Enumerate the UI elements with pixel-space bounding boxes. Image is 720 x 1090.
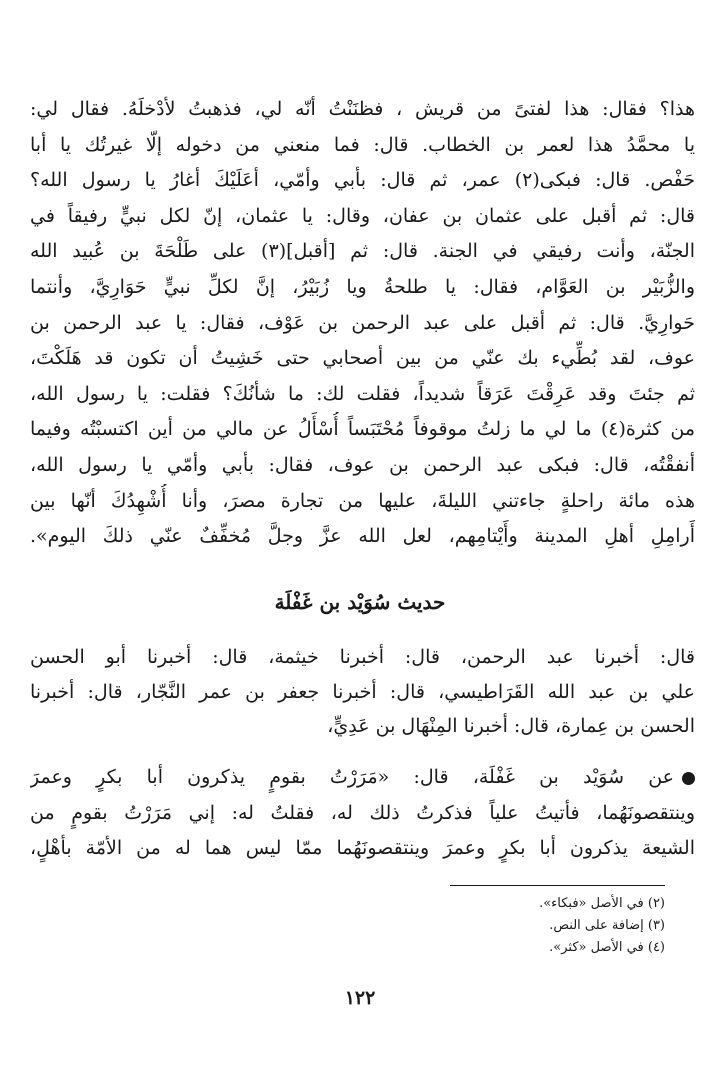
text-line-content: عن سُوَيْد بن غَفْلَة، قال: «مَرَرْتُ بقومٍ يذكرون أبا بكرٍ وعمرَ: [30, 766, 674, 788]
text-line: حَوارِيَّ. قال: ثم أقبل على عبد الرحمن بن عَوْف، فقال: يا عبد الرحمن بن: [30, 311, 695, 334]
bullet-icon: [682, 772, 695, 785]
isnad-paragraph: [30, 640, 695, 744]
section-heading: حديث سُوَيْد بن غَفْلَة: [274, 590, 446, 614]
text-line: يا محمَّدُ هذا لعمر بن الخطاب. قال: فما منعني من دخوله إلّا غيرتُك يا أبا: [30, 133, 695, 156]
text-line: وينتقصونَهُما، فأتيتُ علياً فذكرتُ ذلك له، فقلتُ له: إني مَرَرْتُ بقومٍ من: [30, 801, 695, 824]
text-line: عوف، لقد بُطِّيء بك عنّي من بين أصحابي حتى خَشِيتُ أن تكون قد هَلَكْتَ،: [30, 347, 695, 370]
text-line: والزُّبَيْر بن العَوَّام، فقال: يا طلحةُ ويا زُبَيْرُ، إنَّ لكلِّ نبيٍّ حَوَارِيَّ، وأنتما: [30, 275, 695, 298]
text-line: من كثرة(٤) ما لي ما زلتُ موقوفاً مُحْتَبَساً أُسْأَلُ عن مالي من أين اكتسبْتُه وفيما: [30, 418, 695, 441]
text-line: الجنّة، وأنت رفيقي في الجنة. قال: ثم [أقبل](٣) على طَلْحَةَ بن عُبيد الله: [30, 240, 695, 263]
footnotes: [300, 893, 665, 959]
text-line: [30, 760, 695, 796]
page-number: ١٢٢: [344, 987, 376, 1009]
text-line: ثم جئتَ وقد عَرِقْتَ عَرَقاً شديداً، فقلت لك: ما شأنُكَ؟ فقلت: يا رسول الله،: [30, 382, 695, 405]
hadith-paragraph-1: [30, 92, 695, 555]
text-line: الحسن بن عِمارة، قال: أخبرنا المِنْهَال بن عَدِيٍّ،: [327, 715, 695, 737]
footnote: (٢) في الأصل «فبكاء».: [539, 896, 665, 911]
text-line: أَرامِلِ أهلِ المدينة وأَيْتامِهم، لعل الله عزَّ وجلَّ مُخفِّفٌ عنّي ذلكَ اليوم».: [30, 525, 695, 548]
text-line: علي بن عبد الله القَرَاطيسي، قال: أخبرنا جعفر بن عمر النَّجّار، قال: أخبرنا: [30, 680, 695, 703]
text-line: قال: ثم أقبل على عثمان بن عفان، وقال: يا عثمان، إنّ لكل نبيٍّ رفيقاً في: [30, 204, 695, 227]
footnote-divider: [450, 885, 665, 886]
text-line: هذا؟ فقال: هذا لفتىً من قريش ، فظنَنْتُ أنّه لي، فذهبتُ لأدْخلَهُ. فقال لي:: [30, 98, 695, 120]
text-line: أنفقْتُه، قال: فبكى عبد الرحمن بن عوف، فقال: بأبي وأمّي يا رسول الله،: [30, 453, 695, 476]
hadith-paragraph-2: [30, 760, 695, 867]
text-line: هذه مائة راحلةٍ جاءتني الليلةَ، عليها من تجارة مصرَ، وأنا أُشْهِدُكَ أنّها بين: [30, 489, 695, 512]
text-line: الشيعة يذكرون أبا بكرٍ وعمرَ وينتقصونَهُما ممّا ليس هما له من الأمّة بأهْلٍ،: [30, 837, 695, 859]
text-line: حَفْص. قال: فبكى(٢) عمر، ثم قال: بأبي وأمّي، أعَلَيْكَ أغارُ يا رسول الله؟: [30, 169, 695, 192]
text-line: قال: أخبرنا عبد الرحمن، قال: أخبرنا خيثمة، قال: أخبرنا أبو الحسن: [30, 646, 695, 668]
footnote: (٣) إضافة على النص.: [549, 918, 665, 933]
footnote: (٤) في الأصل «كثر».: [549, 940, 665, 955]
